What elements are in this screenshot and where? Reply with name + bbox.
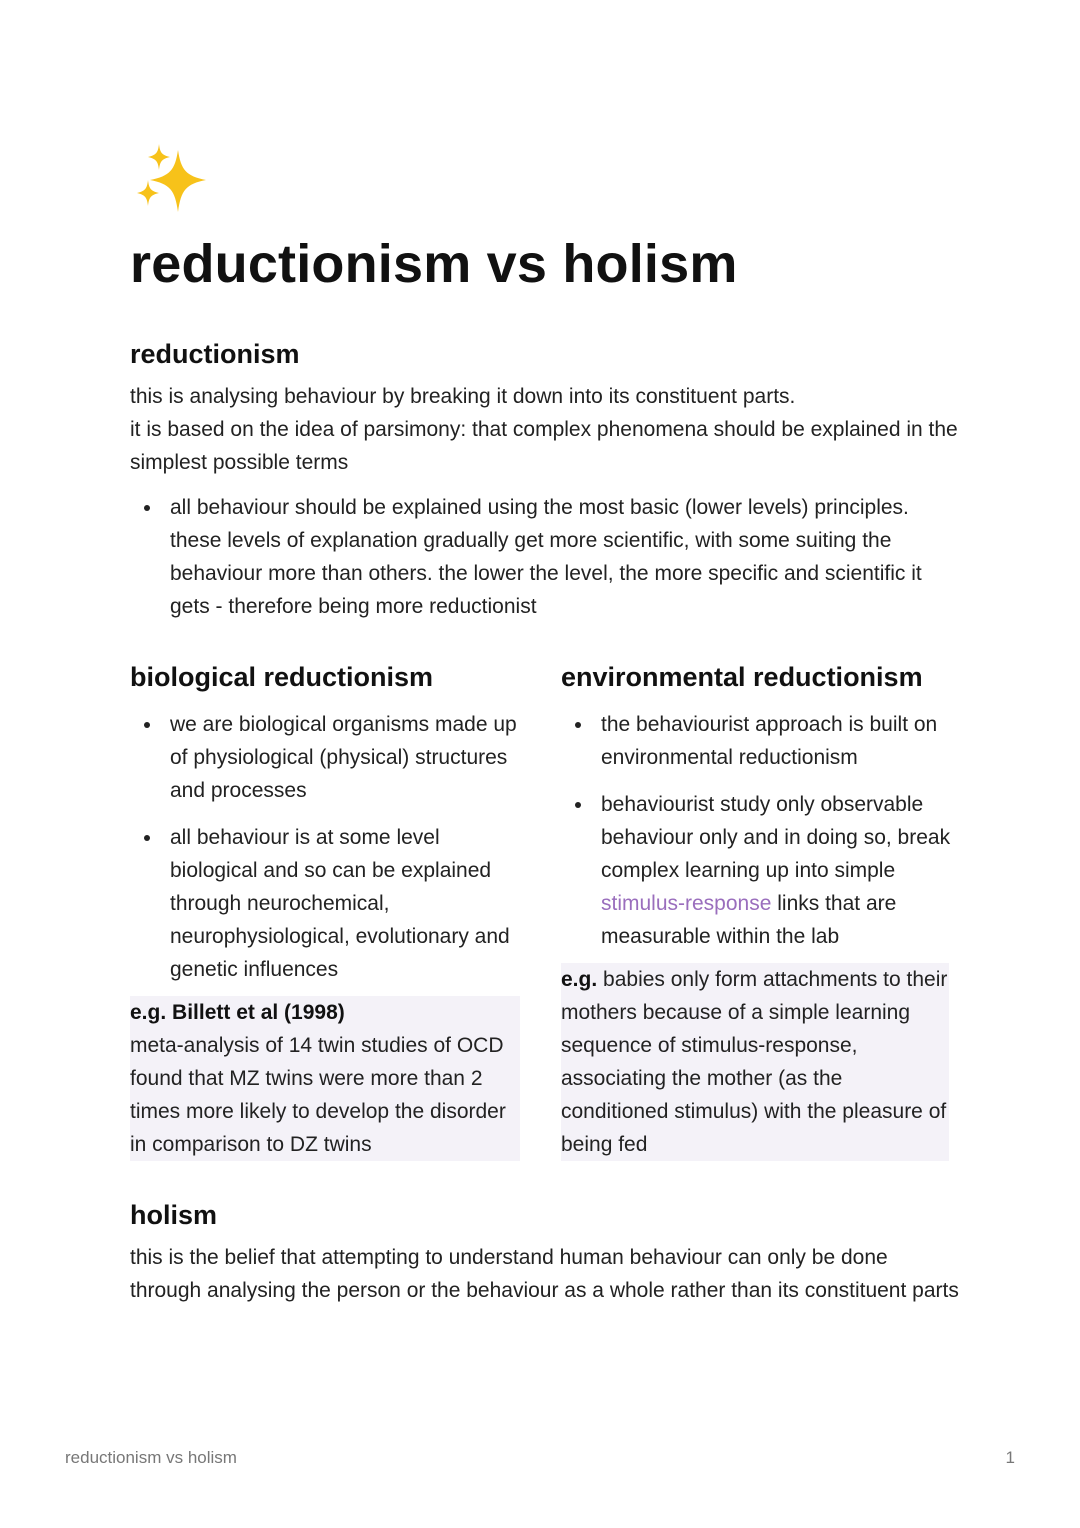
environmental-list [561,708,951,953]
biological-example-box [130,996,520,1161]
footer-title: reductionism vs holism [65,1448,237,1467]
reductionism-list [130,491,960,623]
reductionism-heading: reductionism [130,339,300,369]
reductionism-parsimony: it is based on the idea of parsimony: that complex phenomena should be explained in the simplest possible terms [130,418,958,474]
sparkles-icon [130,140,212,222]
stimulus-response-highlight: stimulus-response [601,892,772,915]
environmental-reductionism-heading: environmental reductionism [561,662,923,692]
bullet-text: behaviourist study only observable behaviour only and in doing so, break complex learning up into simple [601,793,951,882]
example-prefix: e.g. [561,968,598,991]
example-prefix: e.g. [130,1001,167,1024]
reductionism-definition: this is analysing behaviour by breaking it down into its constituent parts. [130,385,796,408]
list-item: all behaviour should be explained using the most basic (lower levels) principles. these levels of explanation gradually get more scientific, with some suiting the behaviour more than others. the lower the level, the more specific and scientific it gets - therefore being more reductionist [130,491,960,623]
list-item [561,788,951,953]
example-text: babies only form attachments to their mothers because of a simple learning sequence of stimulus-response, associating the mother (as the conditioned stimulus) with the pleasure of being fed [561,968,948,1156]
bullet-text: links that are measurable within the lab [601,892,897,948]
environmental-example-box [561,963,949,1161]
example-text: meta-analysis of 14 twin studies of OCD found that MZ twins were more than 2 times more likely to develop the disorder in comparison to DZ twins [130,1034,506,1156]
page-number: 1 [1005,1448,1015,1467]
list-item: we are biological organisms made up of physiological (physical) structures and processes [130,708,520,807]
reductionism-section [130,337,960,623]
list-item: the behaviourist approach is built on environmental reductionism [561,708,951,774]
holism-section [130,1198,960,1307]
example-reference: Billett et al (1998) [172,1001,345,1024]
holism-heading: holism [130,1200,218,1230]
biological-reductionism-heading: biological reductionism [130,662,434,692]
holism-definition: this is the belief that attempting to understand human behaviour can only be done through analysing the person or the behaviour as a whole rather than its constituent parts [130,1246,959,1302]
biological-reductionism-column [130,660,520,1000]
biological-list [130,708,520,986]
environmental-reductionism-column [561,660,951,967]
list-item: all behaviour is at some level biological and so can be explained through neurochemical, neurophysiological, evolutionary and genetic influences [130,821,520,986]
page-title: reductionism vs holism [130,234,738,294]
